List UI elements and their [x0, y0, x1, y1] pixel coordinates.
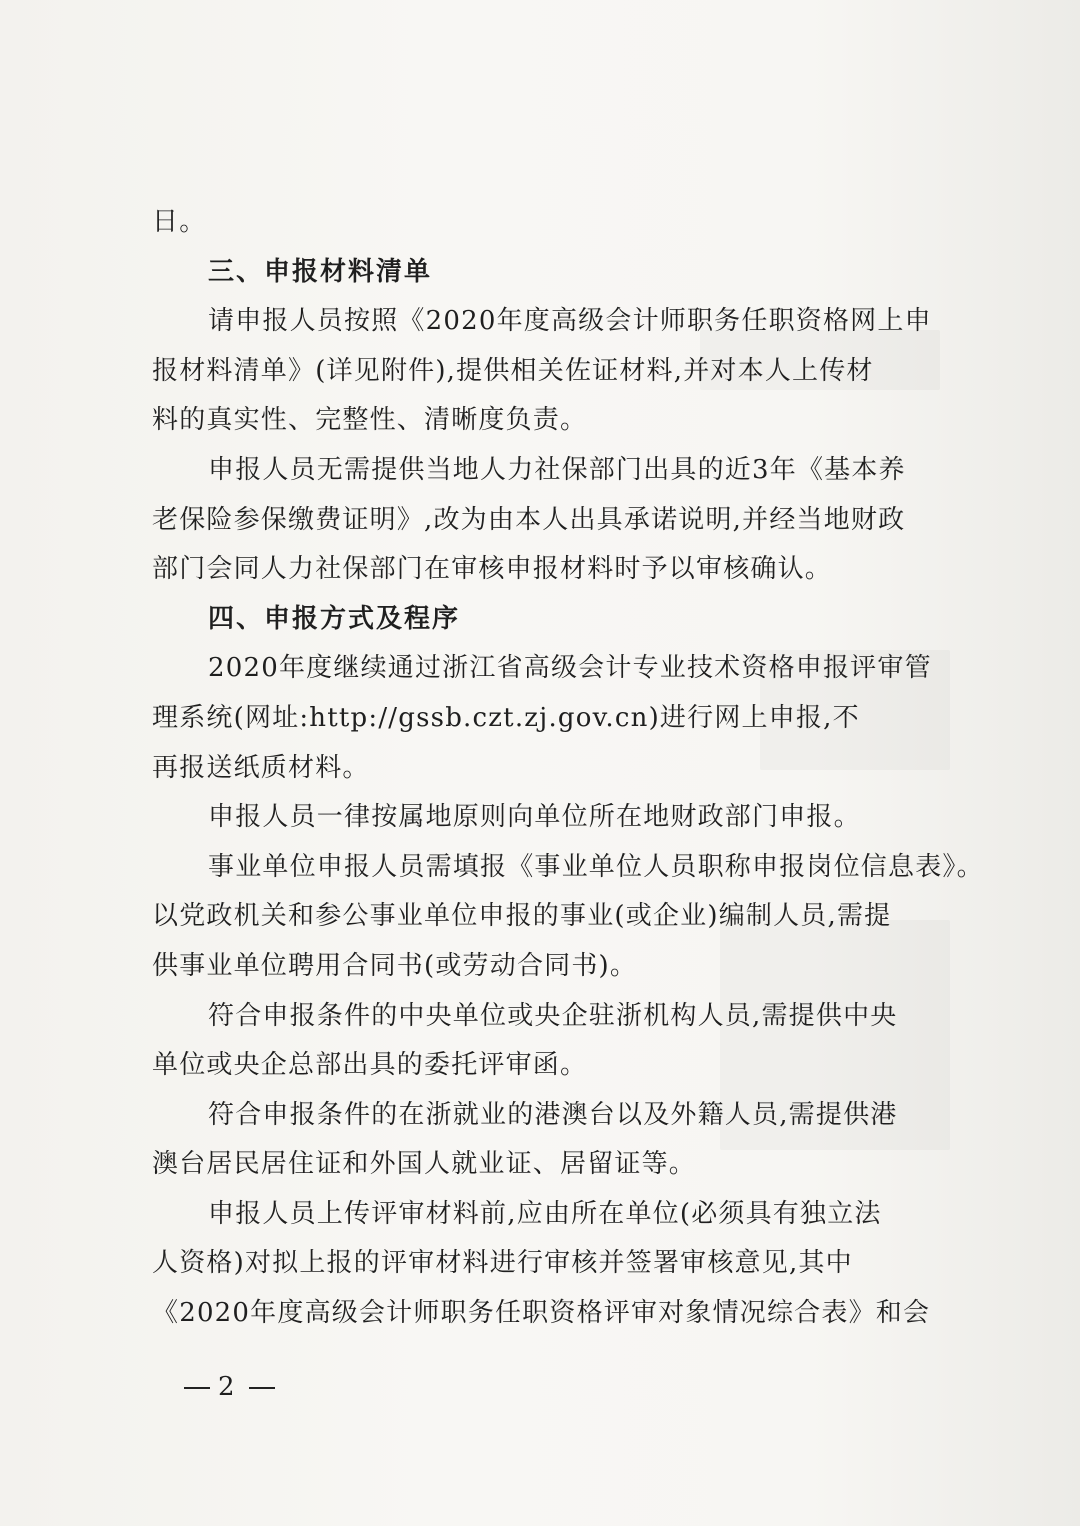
- page-number-dash-right: [249, 1387, 275, 1389]
- page-number-dash-left: [184, 1387, 210, 1389]
- body-text-line: 事业单位申报人员需填报《事业单位人员职称申报岗位信息表》。: [208, 851, 984, 882]
- body-text-line: 申报人员一律按属地原则向单位所在地财政部门申报。: [208, 802, 861, 833]
- section-heading: 四、申报方式及程序: [208, 603, 461, 634]
- body-text-line: 人资格)对拟上报的评审材料进行审核并签署审核意见,其中: [152, 1248, 853, 1279]
- body-text-line: 料的真实性、完整性、清晰度负责。: [152, 405, 588, 436]
- page-number: [176, 1372, 283, 1402]
- body-text-line: 申报人员无需提供当地人力社保部门出具的近3年《基本养: [208, 454, 906, 485]
- body-text-line: 澳台居民居住证和外国人就业证、居留证等。: [152, 1149, 697, 1180]
- body-text-line: 《2020年度高级会计师职务任职资格评审对象情况综合表》和会: [152, 1298, 931, 1329]
- body-text-line: 部门会同人力社保部门在审核申报材料时予以审核确认。: [152, 554, 833, 585]
- document-body: [152, 198, 984, 1339]
- section-heading: 三、申报材料清单: [208, 256, 433, 287]
- page-number-value: 2: [218, 1372, 241, 1402]
- body-text-line: 符合申报条件的在浙就业的港澳台以及外籍人员,需提供港: [208, 1099, 898, 1130]
- body-text-line: 符合申报条件的中央单位或央企驻浙机构人员,需提供中央: [208, 1000, 898, 1031]
- body-text-line: 2020年度继续通过浙江省高级会计专业技术资格申报评审管: [208, 653, 932, 684]
- body-text-line: 单位或央企总部出具的委托评审函。: [152, 1050, 588, 1081]
- body-text-line: 理系统(网址:http://gssb.czt.zj.gov.cn)进行网上申报,不: [152, 702, 860, 733]
- body-text-line: 申报人员上传评审材料前,应由所在单位(必须具有独立法: [208, 1198, 882, 1229]
- body-text-line: 老保险参保缴费证明》,改为由本人出具承诺说明,并经当地财政: [152, 504, 906, 535]
- body-text-line: 日。: [152, 207, 207, 237]
- body-text-line: 请申报人员按照《2020年度高级会计师职务任职资格网上申: [208, 306, 932, 337]
- body-text-line: 供事业单位聘用合同书(或劳动合同书)。: [152, 950, 638, 981]
- body-text-line: 以党政机关和参公事业单位申报的事业(或企业)编制人员,需提: [152, 901, 892, 932]
- body-text-line: 再报送纸质材料。: [152, 752, 370, 783]
- body-text-line: 报材料清单》(详见附件),提供相关佐证材料,并对本人上传材: [152, 355, 874, 386]
